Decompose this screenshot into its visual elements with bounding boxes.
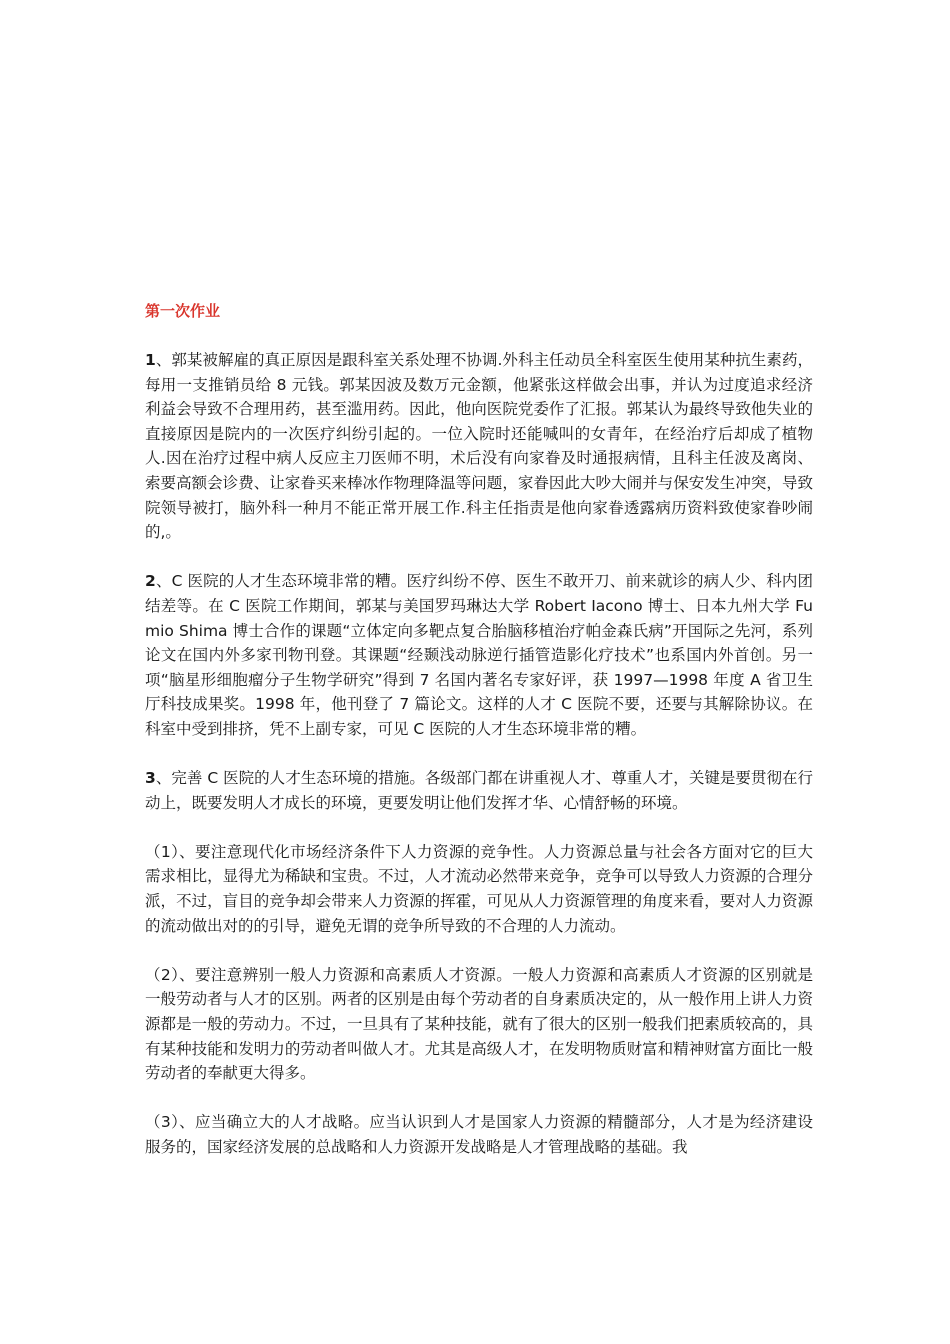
paragraph-3 [145,766,813,815]
document-page [145,298,813,1184]
paragraph-text: （3）、应当确立大的人才战略。应当认识到人才是国家人力资源的精髓部分，人才是为经济建设服务的，国家经济发展的总战略和人力资源开发战略是人才管理战略的基础。我 [145,1113,813,1156]
paragraph-number: 3 [145,769,156,788]
paragraph-sub-2 [145,963,813,1086]
paragraph-sub-1 [145,840,813,938]
paragraph-1 [145,348,813,545]
paragraph-2 [145,569,813,741]
paragraph-sub-3 [145,1110,813,1159]
document-title: 第一次作业 [145,302,221,320]
paragraph-number: 2 [145,572,156,591]
paragraph-text: 、郭某被解雇的真正原因是跟科室关系处理不协调.外科主任动员全科室医生使用某种抗生素药，每用一支推销员给 8 元钱。郭某因波及数万元金额，他紧张这样做会出事，并认为过度追求经济利益会导致不合理用药，甚至滥用药。因此，他向医院党委作了汇报。郭某认为最终导致他失业的直接原因是院内的一次医疗纠纷引起的。一位入院时还能喊叫的女青年，在经治疗后却成了植物人.因在治疗过程中病人反应主刀医师不明，术后没有向家眷及时通报病情，且科主任波及离岗、索要高额会诊费、让家眷买来棒冰作物理降温等问题，家眷因此大吵大闹并与保安发生冲突，导致院领导被打，脑外科一种月不能正常开展工作.科主任指责是他向家眷透露病历资料致使家眷吵闹的,。 [145,351,813,542]
paragraph-text: 、C 医院的人才生态环境非常的糟。医疗纠纷不停、医生不敢开刀、前来就诊的病人少、科内团结差等。在 C 医院工作期间，郭某与美国罗玛琳达大学 Robert Iacono 博士、日本九州大学 Fumio Shima 博士合作的课题“立体定向多靶点复合胎脑移植治疗帕金森氏病”开国际之先河，系列论文在国内外多家刊物刊登。其课题“经颞浅动脉逆行插管造影化疗技术”也系国内外首创。另一项“脑星形细胞瘤分子生物学研究”得到 7 名国内著名专家好评，获 1997—1998 年度 A 省卫生厅科技成果奖。1998 年，他刊登了 7 篇论文。这样的人才 C 医院不要，还要与其解除协议。在科室中受到排挤，凭不上副专家，可见 C 医院的人才生态环境非常的糟。 [145,572,813,738]
paragraph-text: （1）、要注意现代化市场经济条件下人力资源的竞争性。人力资源总量与社会各方面对它的巨大需求相比，显得尤为稀缺和宝贵。不过，人才流动必然带来竞争，竞争可以导致人力资源的合理分派，不过，盲目的竞争却会带来人力资源的挥霍，可见从人力资源管理的角度来看，要对人力资源的流动做出对的的引导，避免无谓的竞争所导致的不合理的人力流动。 [145,842,813,935]
paragraph-number: 1 [145,351,156,369]
paragraph-text: 、完善 C 医院的人才生态环境的措施。各级部门都在讲重视人才、尊重人才，关键是要贯彻在行动上，既要发明人才成长的环境，更要发明让他们发挥才华、心情舒畅的环境。 [145,769,813,812]
paragraph-text: （2）、要注意辨别一般人力资源和高素质人才资源。一般人力资源和高素质人才资源的区别就是一般劳动者与人才的区别。两者的区别是由每个劳动者的自身素质决定的，从一般作用上讲人力资源都是一般的劳动力。不过，一旦具有了某种技能，就有了很大的区别一般我们把素质较高的，具有某种技能和发明力的劳动者叫做人才。尤其是高级人才，在发明物质财富和精神财富方面比一般劳动者的奉献更大得多。 [145,965,813,1083]
